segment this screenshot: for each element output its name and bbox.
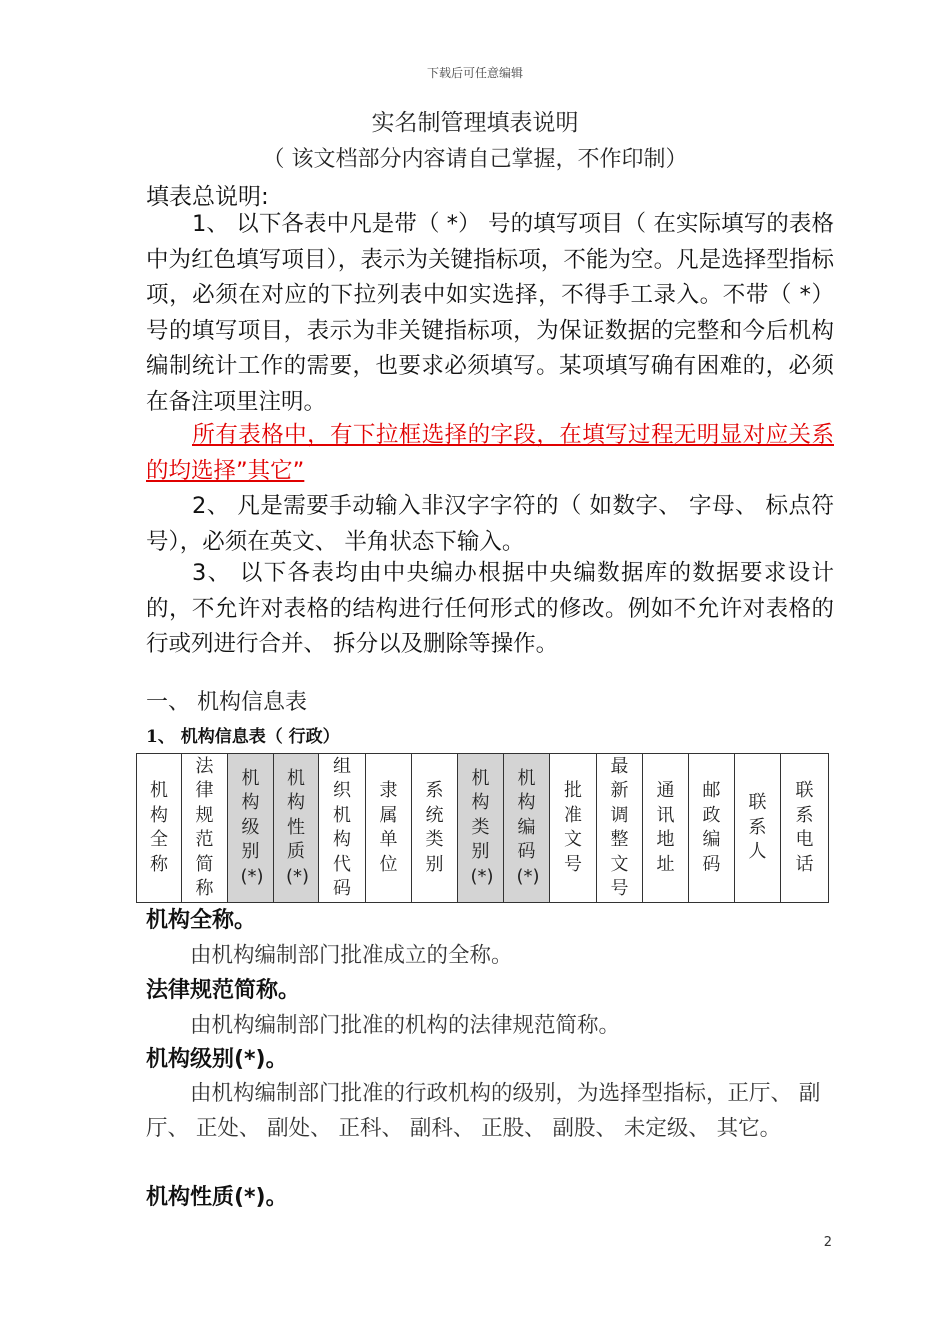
table-column-header-key: 机构级别(*) bbox=[228, 754, 274, 903]
table-column-header-key: 机构编码(*) bbox=[504, 754, 550, 903]
red-note-text: 所有表格中，有下拉框选择的字段，在填写过程无明显对应关系的均选择”其它” bbox=[146, 422, 834, 484]
document-subtitle: （ 该文档部分内容请自己掌握，不作印制） bbox=[262, 147, 688, 172]
table-column-header: 批准文号 bbox=[550, 754, 597, 903]
table-column-header: 邮政编码 bbox=[689, 754, 735, 903]
table-column-header: 隶属单位 bbox=[366, 754, 412, 903]
document-title: 实名制管理填表说明 bbox=[371, 110, 579, 136]
table-column-header: 联系人 bbox=[735, 754, 781, 903]
table-column-header-key: 机构性质(*) bbox=[274, 754, 319, 903]
table-column-header: 机构全称 bbox=[137, 754, 182, 903]
instruction-item-1-text: 1、 以下各表中凡是带（ *） 号的填写项目（ 在实际填写的表格中为红色填写项目），表示为关键指标项，不能为空。凡是选择型指标项，必须在对应的下拉列表中如实选择，不得手工录入。不带（ *） 号的填写项目，表示为非关键指标项，为保证数据的完整和今后机构编制统计工作的需要，也要求必须填写。某项填写确有困难的，必须在备注项里注明。 bbox=[146, 211, 834, 415]
field-name: 机构性质(*)。 bbox=[146, 1185, 288, 1210]
red-note bbox=[146, 418, 834, 489]
instruction-item-2-text: 2、 凡是需要手动输入非汉字字符的（ 如数字、 字母、 标点符号），必须在英文、 半角状态下输入。 bbox=[146, 493, 834, 555]
section-heading: 一、 机构信息表 bbox=[146, 690, 307, 715]
field-description: 由机构编制部门批准成立的全称。 bbox=[190, 943, 513, 968]
subsection-heading: 1、 机构信息表（ 行政） bbox=[146, 727, 340, 747]
field-name: 机构全称。 bbox=[146, 908, 257, 933]
instruction-item-3 bbox=[146, 556, 834, 663]
instruction-item-2 bbox=[146, 489, 834, 560]
table-column-header: 最新调整文号 bbox=[597, 754, 643, 903]
field-description: 由机构编制部门批准的机构的法律规范简称。 bbox=[190, 1013, 621, 1038]
table-column-header: 组织机构代码 bbox=[319, 754, 366, 903]
org-info-table bbox=[136, 753, 829, 903]
table-header-row bbox=[137, 754, 829, 903]
page-number: 2 bbox=[823, 1235, 832, 1250]
instruction-item-3-text: 3、 以下各表均由中央编办根据中央编数据库的数据要求设计的，不允许对表格的结构进行任何形式的修改。例如不允许对表格的行或列进行合并、 拆分以及删除等操作。 bbox=[146, 560, 834, 657]
table-column-header: 法律规范简称 bbox=[182, 754, 228, 903]
field-name: 法律规范简称。 bbox=[146, 978, 301, 1003]
field-description: 由机构编制部门批准的行政机构的级别，为选择型指标，正厅、 副厅、 正处、 副处、 正科、 副科、 正股、 副股、 未定级、 其它。 bbox=[146, 1081, 821, 1141]
header-note: 下载后可任意编辑 bbox=[426, 66, 523, 80]
field-name: 机构级别(*)。 bbox=[146, 1047, 288, 1072]
instruction-item-1 bbox=[146, 207, 834, 420]
table-column-header: 联系电话 bbox=[781, 754, 829, 903]
table-column-header: 系统类别 bbox=[412, 754, 458, 903]
table-column-header-key: 机构类别(*) bbox=[458, 754, 504, 903]
general-instructions-label: 填表总说明: bbox=[146, 184, 269, 210]
table-column-header: 通讯地址 bbox=[643, 754, 689, 903]
